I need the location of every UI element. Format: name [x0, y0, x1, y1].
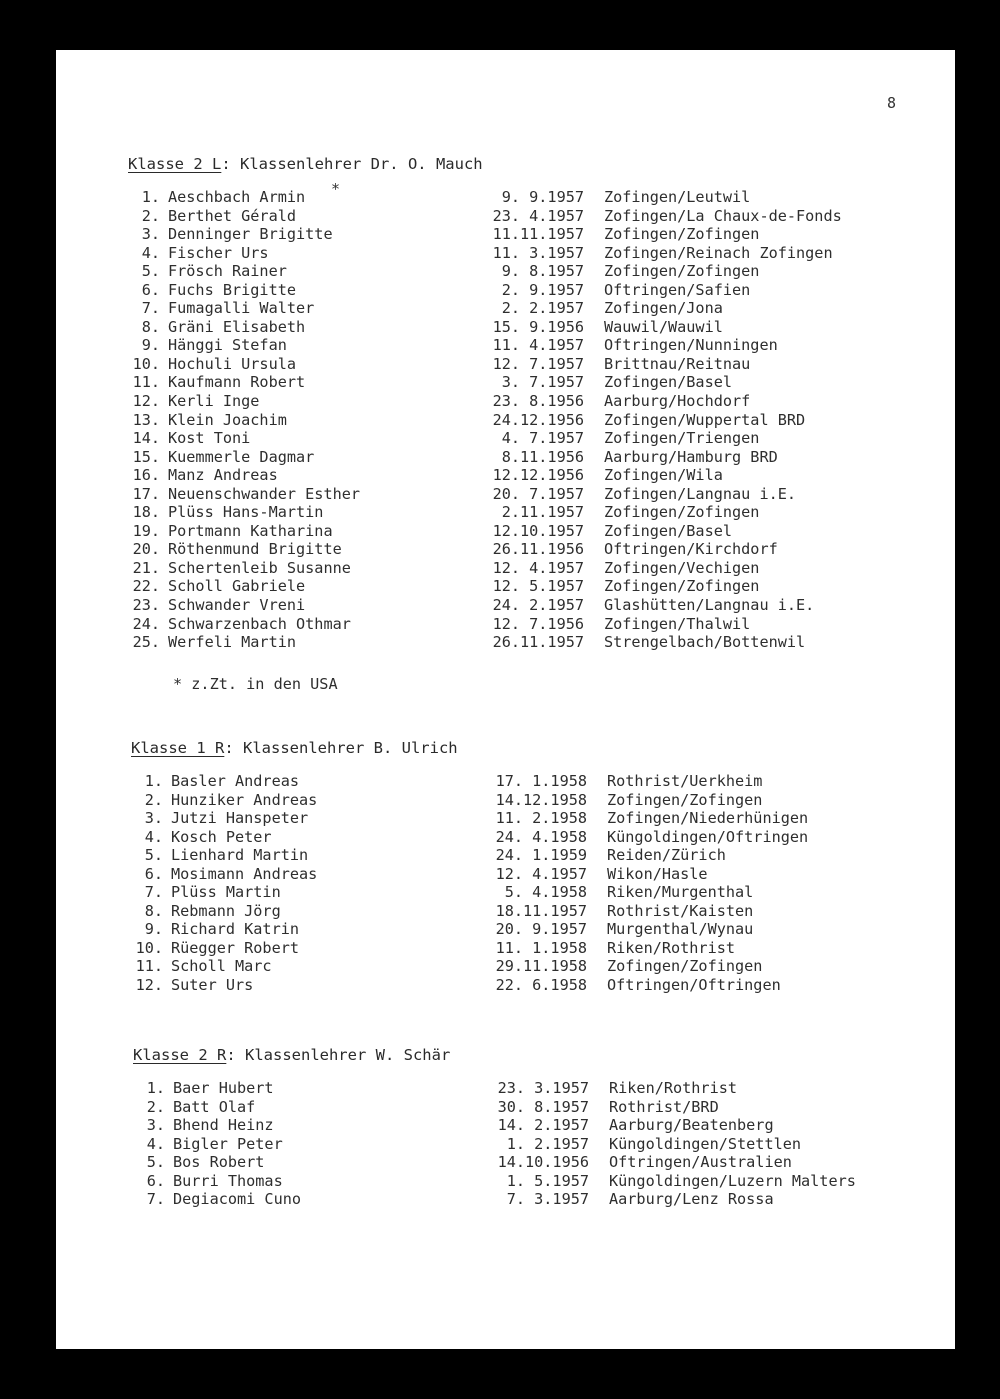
student-row: [133, 1134, 802, 1154]
student-row: [133, 1153, 792, 1172]
teacher-line: : Klassenlehrer W. Schär: [226, 1046, 451, 1064]
birth-date: 12. 4.1957: [495, 864, 587, 883]
class-section-2r: [133, 1045, 856, 1209]
student-row: [128, 206, 842, 226]
student-row: [128, 540, 778, 559]
place-of-origin: Oftringen/Oftringen: [607, 976, 781, 995]
student-list: [128, 188, 842, 652]
student-name: Manz Andreas: [168, 466, 278, 485]
footnote-marker: *: [331, 180, 341, 198]
student-name: Kuemmerle Dagmar: [168, 447, 315, 466]
birth-date: 20. 9.1957: [495, 920, 587, 939]
student-row: [131, 809, 809, 828]
place-of-origin: Zofingen/La Chaux-de-Fonds: [604, 206, 842, 225]
student-row: [131, 883, 754, 902]
student-number: 18.: [132, 503, 160, 522]
document-page: [56, 50, 955, 1349]
student-name: Mosimann Andreas: [171, 864, 318, 883]
student-name: Hänggi Stefan: [168, 336, 287, 355]
student-name: Portmann Katharina: [168, 521, 333, 540]
place-of-origin: Zofingen/Jona: [604, 299, 723, 318]
birth-date: 11.11.1957: [492, 225, 584, 244]
student-number: 5.: [144, 846, 163, 865]
student-number: 23.: [132, 596, 160, 615]
birth-date: 11. 1.1958: [495, 938, 587, 957]
student-number: 7.: [141, 299, 160, 318]
student-name: Scholl Gabriele: [168, 577, 306, 596]
birth-date: 5. 4.1958: [504, 883, 587, 902]
birth-date: 12.12.1956: [492, 466, 584, 485]
student-number: 6.: [144, 864, 163, 883]
place-of-origin: Reiden/Zürich: [607, 846, 726, 865]
birth-date: 17. 1.1958: [495, 772, 587, 790]
student-row: [133, 1079, 738, 1098]
birth-date: 2. 2.1957: [501, 299, 584, 318]
student-name: Plüss Martin: [171, 883, 281, 902]
student-row: [128, 466, 723, 485]
student-name: Kaufmann Robert: [168, 373, 306, 392]
place-of-origin: Zofingen/Zofingen: [604, 577, 760, 596]
place-of-origin: Küngoldingen/Oftringen: [607, 827, 809, 846]
student-row: [133, 1190, 774, 1209]
student-number: 9.: [144, 920, 163, 939]
student-row: [128, 373, 733, 392]
student-number: 3.: [146, 1116, 165, 1135]
student-row: [131, 790, 763, 810]
student-name: Röthenmund Brigitte: [168, 540, 342, 559]
birth-date: 3. 7.1957: [501, 373, 584, 392]
student-name: Burri Thomas: [173, 1171, 283, 1190]
place-of-origin: Riken/Murgenthal: [607, 883, 754, 902]
birth-date: 11. 4.1957: [492, 336, 584, 355]
student-name: Batt Olaf: [173, 1097, 256, 1116]
place-of-origin: Oftringen/Nunningen: [604, 336, 778, 355]
student-number: 9.: [141, 336, 160, 355]
class-label: Klasse 2 L: [128, 155, 222, 173]
student-name: Plüss Hans-Martin: [168, 503, 324, 522]
student-name: Jutzi Hanspeter: [171, 809, 309, 828]
place-of-origin: Rothrist/Kaisten: [607, 901, 754, 920]
birth-date: 22. 6.1958: [495, 976, 587, 995]
student-number: 3.: [144, 809, 163, 828]
birth-date: 11. 3.1957: [492, 243, 584, 262]
student-row: [128, 410, 806, 430]
place-of-origin: Glashütten/Langnau i.E.: [604, 596, 815, 615]
birth-date: 18.11.1957: [495, 901, 587, 920]
student-name: Rüegger Robert: [171, 938, 300, 957]
teacher-line: : Klassenlehrer Dr. O. Mauch: [221, 155, 483, 173]
student-row: [128, 521, 733, 541]
student-number: 19.: [132, 521, 160, 540]
place-of-origin: Zofingen/Zofingen: [604, 225, 760, 244]
student-number: 7.: [144, 883, 163, 902]
birth-date: 12. 4.1957: [492, 558, 584, 577]
student-number: 12.: [135, 976, 163, 995]
student-number: 7.: [146, 1190, 165, 1209]
student-number: 10.: [132, 354, 160, 373]
student-list: [133, 1079, 856, 1209]
student-number: 11.: [135, 957, 163, 976]
place-of-origin: Oftringen/Australien: [609, 1153, 792, 1172]
student-name: Basler Andreas: [171, 772, 300, 790]
student-row: [128, 633, 806, 652]
student-row: [128, 503, 760, 522]
student-number: 17.: [132, 484, 160, 503]
student-row: [128, 429, 760, 448]
birth-date: 24.12.1956: [492, 410, 584, 429]
student-number: 4.: [144, 827, 163, 846]
place-of-origin: Zofingen/Zofingen: [604, 262, 760, 281]
birth-date: 9. 8.1957: [501, 262, 584, 281]
student-row: [128, 354, 751, 374]
student-row: [133, 1116, 774, 1135]
student-name: Rebmann Jörg: [171, 901, 281, 920]
student-number: 2.: [141, 206, 160, 225]
place-of-origin: Zofingen/Reinach Zofingen: [604, 243, 833, 262]
birth-date: 26.11.1956: [492, 540, 584, 559]
student-number: 8.: [141, 317, 160, 336]
student-name: Kosch Peter: [171, 827, 272, 846]
section-heading: [128, 154, 483, 174]
birth-date: 1. 5.1957: [506, 1171, 589, 1190]
student-row: [131, 846, 726, 865]
place-of-origin: Zofingen/Leutwil: [604, 188, 751, 206]
student-name: Bos Robert: [173, 1153, 265, 1172]
student-row: [128, 596, 815, 615]
class-label: Klasse 2 R: [133, 1046, 227, 1064]
student-name: Fumagalli Walter: [168, 299, 315, 318]
birth-date: 14.10.1956: [497, 1153, 589, 1172]
place-of-origin: Zofingen/Basel: [604, 521, 733, 540]
student-number: 4.: [146, 1134, 165, 1153]
place-of-origin: Brittnau/Reitnau: [604, 354, 751, 373]
student-row: [128, 447, 778, 467]
student-row: [131, 827, 809, 847]
birth-date: 2. 9.1957: [501, 280, 584, 299]
birth-date: 8.11.1956: [501, 447, 584, 466]
birth-date: 4. 7.1957: [501, 429, 584, 448]
place-of-origin: Wauwil/Wauwil: [604, 317, 723, 336]
student-number: 16.: [132, 466, 160, 485]
place-of-origin: Riken/Rothrist: [607, 938, 736, 957]
student-number: 8.: [144, 901, 163, 920]
place-of-origin: Zofingen/Thalwil: [604, 614, 751, 633]
student-row: [131, 901, 754, 921]
place-of-origin: Zofingen/Basel: [604, 373, 733, 392]
birth-date: 14.12.1958: [495, 790, 587, 809]
student-row: [128, 577, 760, 596]
student-row: [128, 225, 760, 244]
student-name: Schertenleib Susanne: [168, 558, 351, 577]
place-of-origin: Küngoldingen/Luzern Malters: [609, 1171, 856, 1190]
birth-date: 2.11.1957: [501, 503, 584, 522]
student-name: Richard Katrin: [171, 920, 300, 939]
class-label: Klasse 1 R: [131, 739, 225, 757]
place-of-origin: Zofingen/Zofingen: [604, 503, 760, 522]
birth-date: 12. 5.1957: [492, 577, 584, 596]
place-of-origin: Zofingen/Wuppertal BRD: [604, 410, 806, 429]
student-number: 6.: [141, 280, 160, 299]
class-section-1r: [131, 738, 809, 995]
student-name: Scholl Marc: [171, 957, 272, 976]
page-number: 8: [887, 94, 897, 112]
student-row: [131, 864, 708, 884]
student-row: [128, 262, 760, 281]
student-row: [128, 280, 751, 300]
place-of-origin: Strengelbach/Bottenwil: [604, 633, 806, 652]
student-row: [128, 614, 751, 634]
birth-date: 23. 3.1957: [497, 1079, 589, 1097]
place-of-origin: Murgenthal/Wynau: [607, 920, 754, 939]
student-row: [131, 772, 763, 791]
place-of-origin: Aarburg/Hochdorf: [604, 392, 751, 411]
student-number: 2.: [144, 790, 163, 809]
student-row: [128, 299, 723, 318]
student-name: Werfeli Martin: [168, 633, 297, 652]
student-number: 14.: [132, 429, 160, 448]
student-number: 4.: [141, 243, 160, 262]
student-name: Kost Toni: [168, 429, 251, 448]
section-heading: [133, 1045, 450, 1065]
student-row: [133, 1171, 856, 1191]
place-of-origin: Zofingen/Vechigen: [604, 558, 760, 577]
student-name: Degiacomi Cuno: [173, 1190, 302, 1209]
place-of-origin: Zofingen/Zofingen: [607, 957, 763, 976]
place-of-origin: Aarburg/Lenz Rossa: [609, 1190, 774, 1209]
class-section-2l: [128, 154, 842, 652]
student-name: Baer Hubert: [173, 1079, 274, 1097]
student-number: 5.: [146, 1153, 165, 1172]
student-row: [131, 920, 754, 939]
student-row: [128, 317, 723, 337]
student-name: Fuchs Brigitte: [168, 280, 297, 299]
student-row: [128, 188, 751, 207]
place-of-origin: Zofingen/Zofingen: [607, 790, 763, 809]
birth-date: 12.10.1957: [492, 521, 584, 540]
footnote: * z.Zt. in den USA: [173, 675, 338, 693]
student-row: [128, 243, 833, 263]
student-number: 20.: [132, 540, 160, 559]
birth-date: 26.11.1957: [492, 633, 584, 652]
birth-date: 11. 2.1958: [495, 809, 587, 828]
student-name: Bhend Heinz: [173, 1116, 274, 1135]
birth-date: 23. 8.1956: [492, 392, 584, 411]
student-name: Berthet Gérald: [168, 206, 297, 225]
student-name: Schwarzenbach Othmar: [168, 614, 351, 633]
student-number: 6.: [146, 1171, 165, 1190]
birth-date: 15. 9.1956: [492, 317, 584, 336]
place-of-origin: Rothrist/Uerkheim: [607, 772, 763, 790]
birth-date: 12. 7.1957: [492, 354, 584, 373]
student-number: 5.: [141, 262, 160, 281]
place-of-origin: Zofingen/Triengen: [604, 429, 760, 448]
birth-date: 24. 4.1958: [495, 827, 587, 846]
place-of-origin: Wikon/Hasle: [607, 864, 708, 883]
birth-date: 7. 3.1957: [506, 1190, 589, 1209]
birth-date: 12. 7.1956: [492, 614, 584, 633]
birth-date: 24. 1.1959: [495, 846, 587, 865]
student-number: 22.: [132, 577, 160, 596]
student-name: Frösch Rainer: [168, 262, 287, 281]
place-of-origin: Riken/Rothrist: [609, 1079, 738, 1097]
place-of-origin: Oftringen/Safien: [604, 280, 751, 299]
birth-date: 9. 9.1957: [501, 188, 584, 206]
place-of-origin: Zofingen/Wila: [604, 466, 723, 485]
birth-date: 30. 8.1957: [497, 1097, 589, 1116]
birth-date: 1. 2.1957: [506, 1134, 589, 1153]
student-name: Gräni Elisabeth: [168, 317, 306, 336]
place-of-origin: Oftringen/Kirchdorf: [604, 540, 778, 559]
student-name: Kerli Inge: [168, 392, 260, 411]
student-number: 1.: [146, 1079, 165, 1097]
student-name: Schwander Vreni: [168, 596, 306, 615]
student-number: 1.: [141, 188, 160, 206]
student-row: [131, 957, 763, 976]
birth-date: 29.11.1958: [495, 957, 587, 976]
place-of-origin: Aarburg/Beatenberg: [609, 1116, 774, 1135]
student-number: 12.: [132, 392, 160, 411]
place-of-origin: Küngoldingen/Stettlen: [609, 1134, 802, 1153]
student-name: Klein Joachim: [168, 410, 287, 429]
student-name: Aeschbach Armin: [168, 188, 306, 206]
birth-date: 23. 4.1957: [492, 206, 584, 225]
student-number: 21.: [132, 558, 160, 577]
student-name: Neuenschwander Esther: [168, 484, 361, 503]
student-row: [131, 938, 736, 958]
student-number: 1.: [144, 772, 163, 790]
birth-date: 24. 2.1957: [492, 596, 584, 615]
student-number: 25.: [132, 633, 160, 652]
section-heading: [131, 738, 458, 758]
student-name: Fischer Urs: [168, 243, 269, 262]
place-of-origin: Rothrist/BRD: [609, 1097, 719, 1116]
student-row: [128, 484, 797, 504]
student-number: 10.: [135, 938, 163, 957]
student-name: Lienhard Martin: [171, 846, 309, 865]
birth-date: 20. 7.1957: [492, 484, 584, 503]
student-number: 24.: [132, 614, 160, 633]
student-name: Suter Urs: [171, 976, 254, 995]
student-name: Hunziker Andreas: [171, 790, 318, 809]
student-number: 11.: [132, 373, 160, 392]
student-row: [128, 558, 760, 578]
student-name: Hochuli Ursula: [168, 354, 297, 373]
place-of-origin: Aarburg/Hamburg BRD: [604, 447, 778, 466]
student-row: [131, 976, 781, 995]
student-number: 13.: [132, 410, 160, 429]
birth-date: 14. 2.1957: [497, 1116, 589, 1135]
student-number: 2.: [146, 1097, 165, 1116]
student-list: [131, 772, 809, 995]
student-name: Bigler Peter: [173, 1134, 283, 1153]
student-row: [133, 1097, 719, 1117]
student-row: [128, 392, 751, 411]
place-of-origin: Zofingen/Langnau i.E.: [604, 484, 797, 503]
place-of-origin: Zofingen/Niederhünigen: [607, 809, 809, 828]
student-row: [128, 336, 778, 355]
student-name: Denninger Brigitte: [168, 225, 333, 244]
student-number: 15.: [132, 447, 160, 466]
teacher-line: : Klassenlehrer B. Ulrich: [224, 739, 458, 757]
student-number: 3.: [141, 225, 160, 244]
